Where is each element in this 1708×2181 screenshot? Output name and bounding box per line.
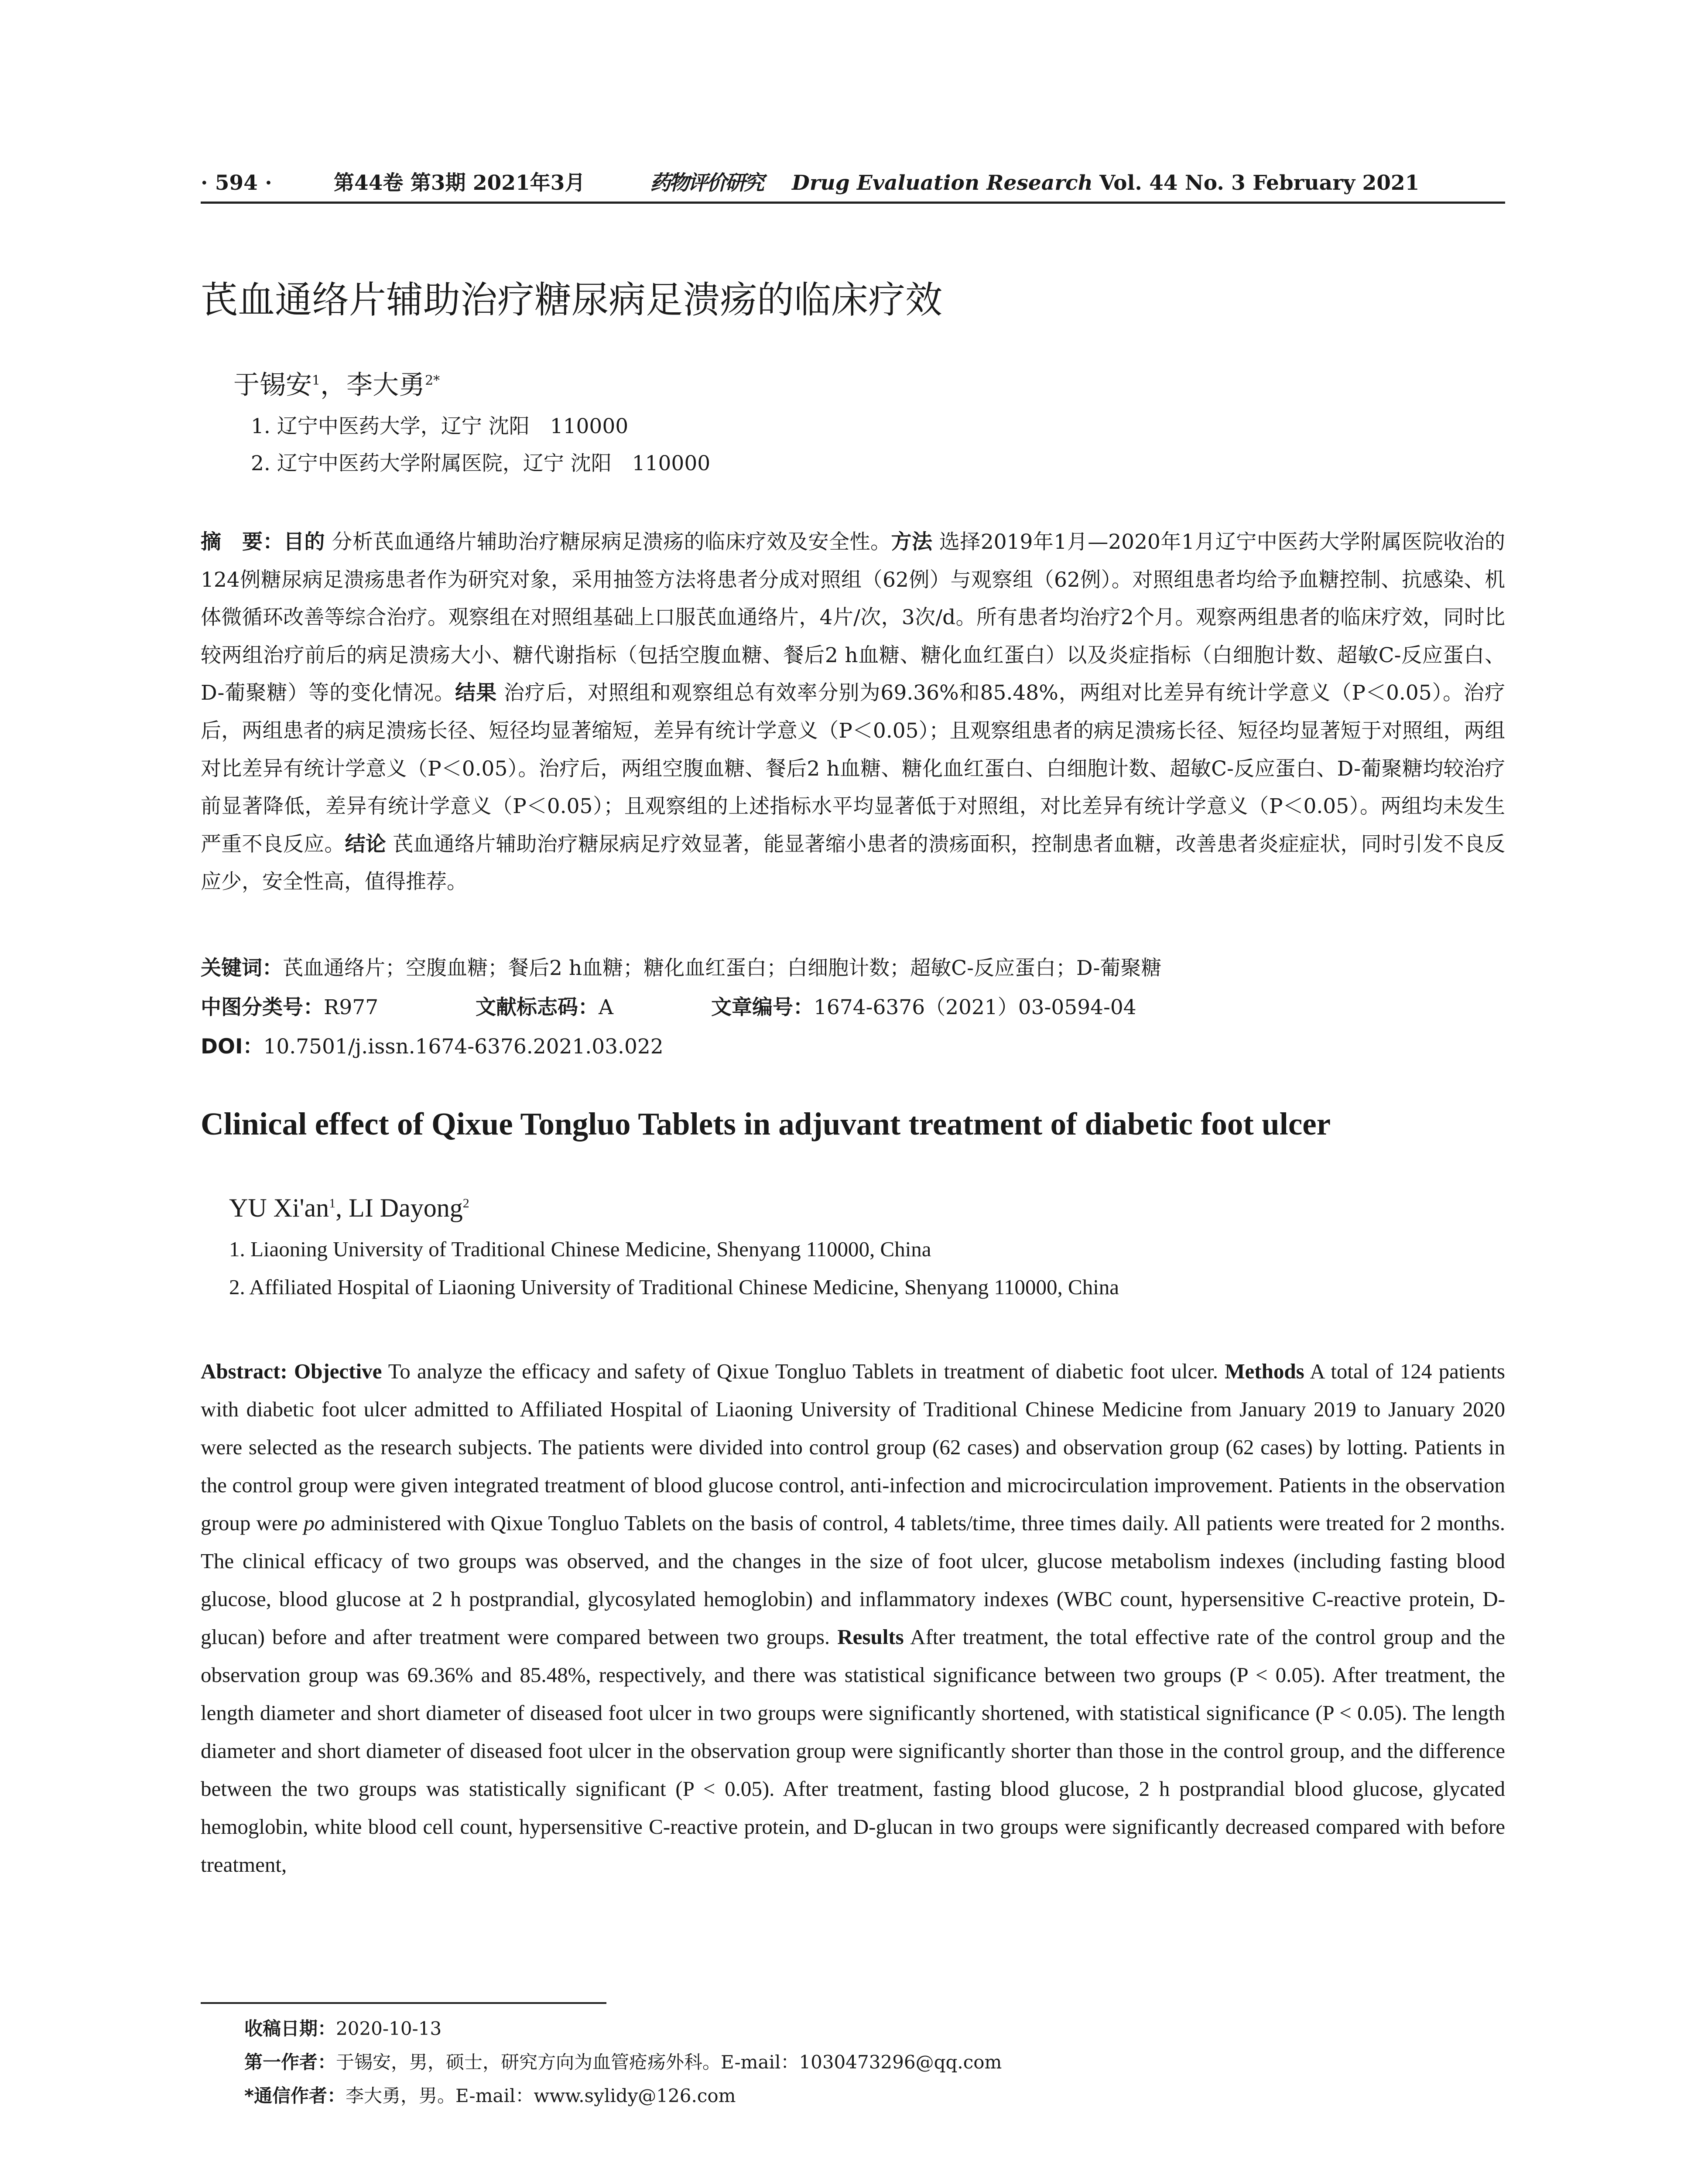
doi-value: 10.7501/j.issn.1674-6376.2021.03.022 — [263, 1035, 664, 1059]
cn-classification — [201, 991, 378, 1020]
cn-conclusion-label: 结论 — [345, 832, 387, 856]
corresponding-label: *通信作者： — [244, 2085, 346, 2106]
received-label: 收稿日期： — [244, 2018, 336, 2039]
en-author-separator: , — [335, 1193, 349, 1222]
en-results-label: Results — [837, 1625, 904, 1649]
cn-affiliation-1: 1. 辽宁中医药大学，辽宁 沈阳 110000 — [251, 414, 629, 438]
cn-article-number — [711, 991, 1136, 1020]
footnote-rule — [201, 2002, 606, 2004]
en-methods-text-1: A total of 124 patients with diabetic foot ulcer admitted to Affiliated Hospital of Liaoning University of Traditional Chinese Medicine from January 2019 to January 2020 were selected as the research subjects. The patients were divided into control group (62 cases) and observation group (62 cases) by lotting. Patients in the control group were given integrated treatment of blood glucose control, anti-infection and microcirculation improvement. Patients in the observation group were — [201, 1359, 1506, 1535]
footnote-corresponding — [244, 2082, 736, 2108]
cn-author-1: 于锡安 — [233, 370, 312, 400]
cn-doi — [201, 1030, 664, 1060]
en-results-text: After treatment, the total effective rate of the control group and the observation group was 69.36% and 85.48%, respectively, and there was statistical significance between two groups (P < 0.05). After treatment, the length diameter and short diameter of diseased foot ulcer in two groups were significantly shortened, with statistical significance (P < 0.05). The length diameter and short diameter of diseased foot ulcer in the observation group were significantly shorter than those in the control group, and the difference between the two groups was statistically significant (P < 0.05). After treatment, fasting blood glucose, 2 h postprandial blood glucose, glycated hemoglobin, white blood cell count, hypersensitive C-reactive protein, and D-glucan in two groups were significantly decreased compared with before treatment, — [201, 1625, 1505, 1877]
en-affiliation-1: 1. Liaoning University of Traditional Chinese Medicine, Shenyang 110000, China — [229, 1237, 931, 1261]
cn-abstract — [201, 523, 1505, 901]
en-abstract — [201, 1352, 1505, 1884]
first-author-value: 于锡安，男，硕士，研究方向为血管疮疡外科。E-mail：1030473296@qq.com — [336, 2051, 1002, 2073]
cn-author-1-sup: 1 — [312, 373, 321, 388]
en-objective-label: Objective — [294, 1359, 382, 1383]
cn-abstract-label: 摘 要： — [201, 530, 284, 554]
en-author-2-sup: 2 — [462, 1196, 469, 1210]
first-author-label: 第一作者： — [244, 2051, 336, 2073]
doccode-label: 文献标志码： — [476, 995, 599, 1019]
cn-document-code — [476, 991, 613, 1020]
journal-logo: 药物评价研究 — [650, 171, 763, 195]
en-authors — [229, 1193, 469, 1223]
en-methods-label: Methods — [1225, 1359, 1304, 1383]
corresponding-value: 李大勇，男。E-mail：www.sylidy@126.com — [345, 2085, 736, 2106]
cn-objective-label: 目的 — [283, 530, 325, 554]
cn-affiliation-2: 2. 辽宁中医药大学附属医院，辽宁 沈阳 110000 — [251, 451, 711, 475]
cn-objective-text: 分析芪血通络片辅助治疗糖尿病足溃疡的临床疗效及安全性。 — [325, 530, 891, 554]
en-author-1-sup: 1 — [329, 1196, 336, 1210]
en-author-1: YU Xi'an — [229, 1193, 329, 1222]
clc-value: R977 — [324, 995, 379, 1019]
received-value: 2020-10-13 — [336, 2018, 442, 2039]
cn-title: 芪血通络片辅助治疗糖尿病足溃疡的临床疗效 — [201, 279, 943, 322]
cn-keywords — [201, 952, 1505, 981]
cn-author-separator: ， — [320, 370, 347, 400]
en-affiliation-2: 2. Affiliated Hospital of Liaoning University of Traditional Chinese Medicine, Shenyang 110000, China — [229, 1275, 1119, 1299]
cn-methods-label: 方法 — [891, 530, 933, 554]
cn-results-label: 结果 — [455, 681, 497, 705]
cn-authors — [233, 364, 440, 402]
cn-keywords-label: 关键词： — [201, 956, 283, 980]
header-journal-en: Drug Evaluation Research — [792, 171, 1093, 195]
cn-author-2-sup: 2* — [425, 373, 440, 388]
article-no-value: 1674-6376（2021）03-0594-04 — [814, 995, 1136, 1019]
en-methods-italic: po — [303, 1511, 325, 1535]
cn-author-2: 李大勇 — [346, 370, 425, 400]
header-issue-en: Vol. 44 No. 3 February 2021 — [1099, 171, 1420, 195]
en-objective-text: To analyze the efficacy and safety of Qixue Tongluo Tablets in treatment of diabetic foot ulcer. — [382, 1359, 1225, 1383]
doi-label: DOI： — [201, 1035, 264, 1059]
running-header — [201, 168, 1505, 198]
en-title: Clinical effect of Qixue Tongluo Tablets in adjuvant treatment of diabetic foot ulcer — [201, 1106, 1331, 1142]
cn-methods-text: 选择2019年1月—2020年1月辽宁中医药大学附属医院收治的124例糖尿病足溃疡患者作为研究对象，采用抽签方法将患者分成对照组（62例）与观察组（62例）。对照组患者均给予血糖控制、抗感染、机体微循环改善等综合治疗。观察组在对照组基础上口服芪血通络片，4片/次，3次/d。所有患者均治疗2个月。观察两组患者的临床疗效，同时比较两组治疗前后的病足溃疡大小、糖代谢指标（包括空腹血糖、餐后2 h血糖、糖化血红蛋白）以及炎症指标（白细胞计数、超敏C-反应蛋白、D-葡聚糖）等的变化情况。 — [201, 530, 1506, 705]
page-number: · 594 · — [201, 171, 272, 195]
en-author-2: LI Dayong — [349, 1193, 463, 1222]
cn-keywords-text: 芪血通络片；空腹血糖；餐后2 h血糖；糖化血红蛋白；白细胞计数；超敏C-反应蛋白；D-葡聚糖 — [283, 956, 1162, 980]
clc-label: 中图分类号： — [201, 995, 324, 1019]
article-no-label: 文章编号： — [711, 995, 814, 1019]
header-issue-cn: 第44卷 第3期 2021年3月 — [334, 171, 585, 195]
cn-conclusion-text: 芪血通络片辅助治疗糖尿病足疗效显著，能显著缩小患者的溃疡面积，控制患者血糖，改善患者炎症症状，同时引发不良反应少，安全性高，值得推荐。 — [201, 832, 1506, 894]
cn-results-text: 治疗后，对照组和观察组总有效率分别为69.36%和85.48%，两组对比差异有统计学意义（P＜0.05）。治疗后，两组患者的病足溃疡长径、短径均显著缩短，差异有统计学意义（P＜0.05）；且观察组患者的病足溃疡长径、短径均显著短于对照组，两组对比差异有统计学意义（P＜0.05）。治疗后，两组空腹血糖、餐后2 h血糖、糖化血红蛋白、白细胞计数、超敏C-反应蛋白、D-葡聚糖均较治疗前显著降低，差异有统计学意义（P＜0.05）；且观察组的上述指标水平均显著低于对照组，对比差异有统计学意义（P＜0.05）。两组均未发生严重不良反应。 — [201, 681, 1506, 856]
footnote-first-author — [244, 2048, 1002, 2074]
en-abstract-label: Abstract: — [201, 1359, 288, 1383]
footnote-received — [244, 2014, 442, 2041]
en-methods-text-2: administered with Qixue Tongluo Tablets on the basis of control, 4 tablets/time, three times daily. All patients were treated for 2 months. The clinical efficacy of two groups was observed, and the changes in the size of foot ulcer, glucose metabolism indexes (including fasting blood glucose, blood glucose at 2 h postprandial, glycosylated hemoglobin) and inflammatory indexes (WBC count, hypersensitive C-reactive protein, D-glucan) before and after treatment were compared between two groups. — [201, 1511, 1505, 1649]
header-rule — [201, 202, 1505, 204]
doccode-value: A — [599, 995, 613, 1019]
